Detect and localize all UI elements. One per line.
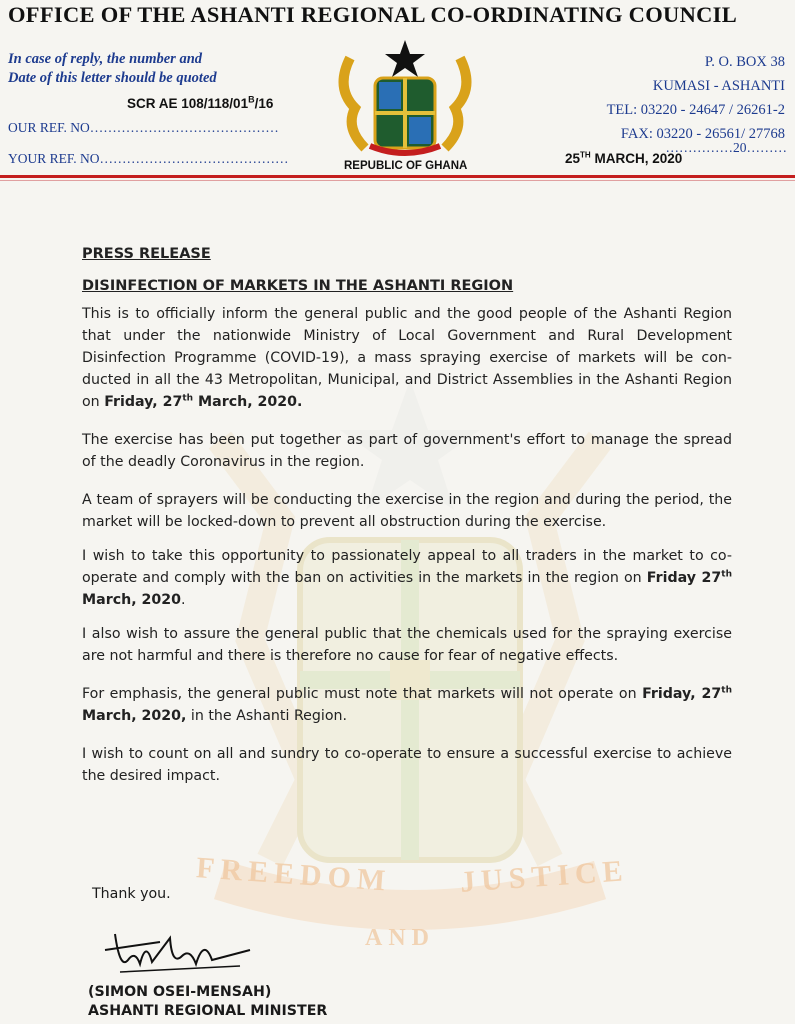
paragraph-7: I wish to count on all and sundry to co-operate to ensure a successful exercise to achieve the desired impact.: [82, 746, 732, 784]
signatory-name: (SIMON OSEI-MENSAH): [88, 984, 272, 1000]
year-blank-line: ……………20………: [665, 140, 787, 155]
signatory-title: ASHANTI REGIONAL MINISTER: [88, 1003, 328, 1019]
release-body: [82, 243, 732, 799]
reply-instructions: [8, 50, 217, 88]
paragraph-4: I wish to take this opportunity to passionately appeal to all traders in the market to co-operate and comply with the ban on activities in the markets in the region on Friday 27th March, 2020.: [82, 548, 732, 608]
our-ref-line: OUR REF. NO……………………………………: [8, 120, 279, 135]
reply-note-line1: In case of reply, the number and: [8, 51, 203, 67]
ghana-coat-of-arms-icon: [330, 38, 480, 158]
header-rule-thin: [0, 180, 795, 181]
office-title: OFFICE OF THE ASHANTI REGIONAL CO-ORDINATING COUNCIL: [8, 2, 738, 27]
telephone: TEL: 03220 - 24647 / 26261-2: [606, 102, 785, 118]
press-release-heading: PRESS RELEASE: [82, 246, 211, 262]
paragraph-2: The exercise has been put together as part of government's effort to manage the spread of the deadly Coronavirus in the region.: [82, 432, 732, 470]
letter-date: 25TH MARCH, 2020: [565, 150, 683, 166]
release-subject: DISINFECTION OF MARKETS IN THE ASHANTI REGION: [82, 278, 514, 294]
reply-note-line2: Date of this letter should be quoted: [8, 70, 217, 86]
closing-thanks: Thank you.: [92, 886, 171, 902]
letter-reference: SCR AE $108/118/01^B/16$: [127, 94, 274, 111]
watermark-and: AND: [365, 925, 435, 951]
fax: FAX: 03220 - 26561/ 27768: [620, 126, 785, 142]
watermark-justice: JUSTICE: [459, 854, 630, 899]
watermark-freedom: FREEDOM: [195, 851, 393, 898]
paragraph-6: For emphasis, the general public must note that markets will not operate on Friday, 27th March, 2020, in the Ashanti Region.: [82, 685, 733, 724]
handwritten-signature: [100, 920, 260, 980]
paragraph-5: I also wish to assure the general public that the chemicals used for the spraying exercise are not harmful and there is therefore no cause for fear of negative effects.: [82, 626, 732, 664]
contact-block: [607, 50, 785, 146]
paragraph-1: This is to officially inform the general public and the good people of the Ashanti Region that under the nationwide Ministry of Local Government and Rural Development Disinfection Programme (COVID-19), a mass spraying exercise of markets will be con-ducted in all the 43 Metropolitan, Municipal, and District Assemblies in the Ashanti Region on Friday, 27th March, 2020.: [82, 306, 732, 410]
paragraph-3: A team of sprayers will be conducting the exercise in the region and during the period, the market will be locked-down to prevent all obstruction during the exercise.: [82, 492, 732, 530]
republic-of-ghana-label: REPUBLIC OF GHANA: [344, 160, 468, 172]
signatory-block: [88, 983, 327, 1021]
header-rule: [0, 175, 795, 178]
your-ref-line: YOUR REF. NO……………………………………: [8, 151, 289, 166]
city: KUMASI - ASHANTI: [652, 78, 785, 94]
po-box: P. O. BOX 38: [704, 54, 785, 70]
